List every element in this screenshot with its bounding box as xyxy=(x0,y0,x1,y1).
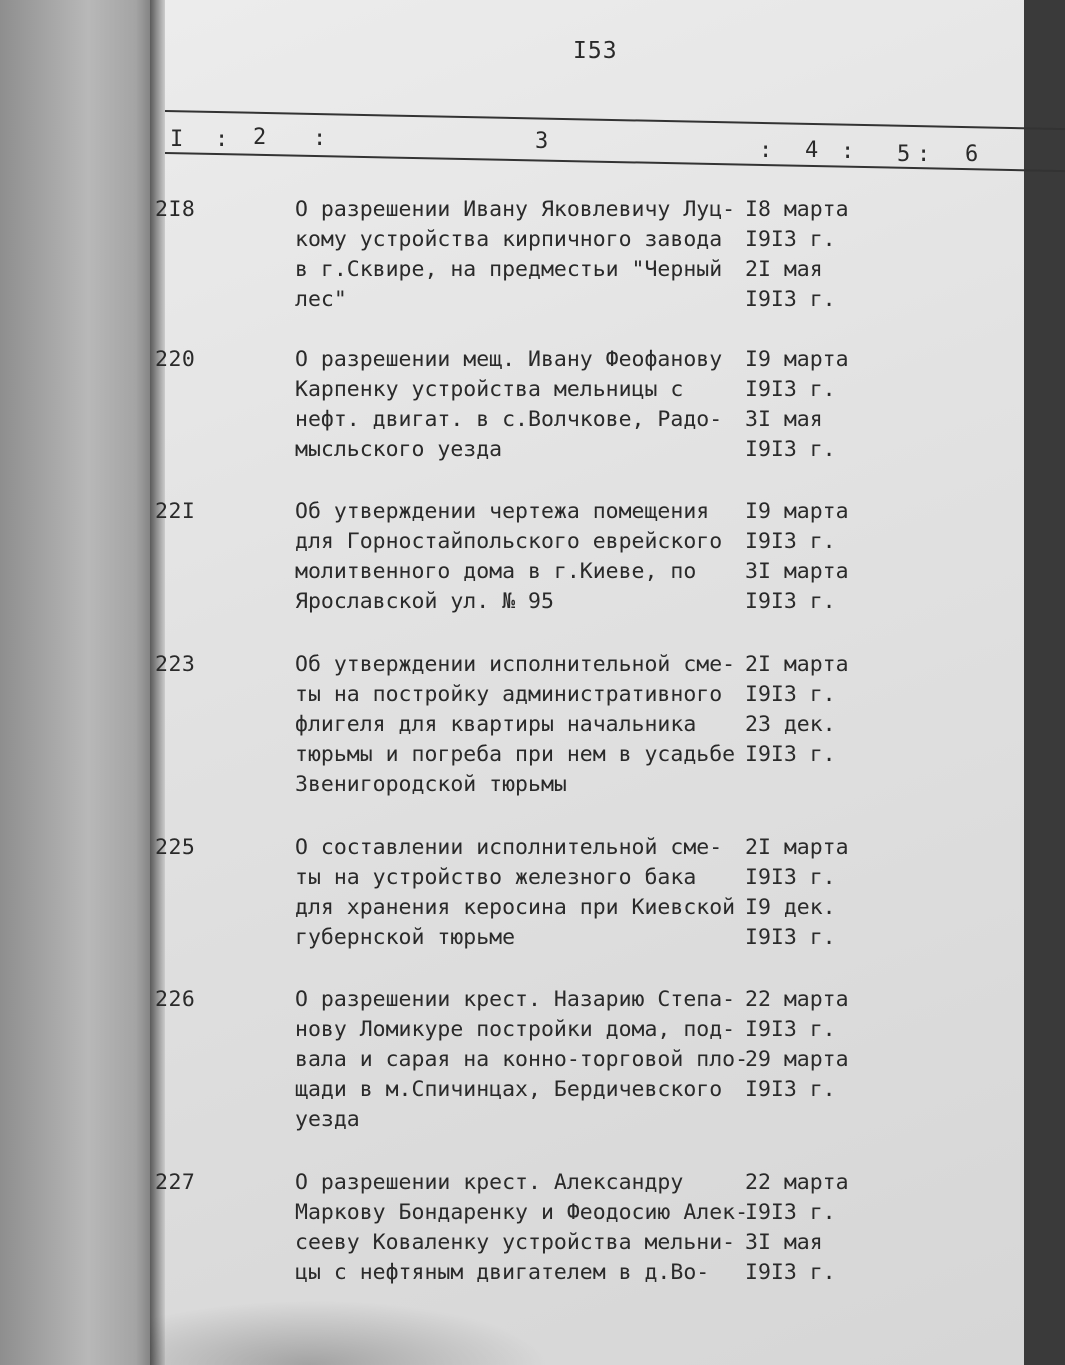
entry-dates: 2I марта I9I3 г. 23 дек. I9I3 г. xyxy=(745,652,849,767)
column-divider: : xyxy=(759,138,773,163)
column-header-2: 2 xyxy=(253,125,267,150)
entry-dates: 22 марта I9I3 г. 3I мая I9I3 г. xyxy=(745,1170,849,1285)
column-divider: : xyxy=(215,127,229,152)
entry-description: О разрешении крест. Назарию Степа- нову Ломикуре постройки дома, под- вала и сарая на конно-торговой пло- щади в м.Спичинцах, Бердичевского уезда xyxy=(295,987,749,1132)
entry-number: 22I xyxy=(155,499,196,524)
page-shadow xyxy=(150,1300,550,1365)
page-number: I53 xyxy=(573,38,618,64)
entry-dates: I9 марта I9I3 г. 3I марта I9I3 г. xyxy=(745,499,849,614)
entry-number: 225 xyxy=(155,835,196,860)
entry-description: О разрешении Ивану Яковлевичу Луц- кому устройства кирпичного завода в г.Сквире, на предместьи "Черный лес" xyxy=(295,197,736,312)
entry-description: Об утверждении исполнительной сме- ты на постройку административного флигеля для квартиры начальника тюрьмы и погреба при нем в усадьбе Звенигородской тюрьмы xyxy=(295,652,736,797)
entry-number: 227 xyxy=(155,1170,196,1195)
column-header-4: 4 xyxy=(805,138,819,163)
facing-page xyxy=(0,0,160,1365)
column-divider: : xyxy=(917,142,931,167)
entry-description: О разрешении крест. Александру Маркову Бондаренку и Феодосию Алек- сееву Коваленку устройства мельни- цы с нефтяным двигателем в д.Во- xyxy=(295,1170,749,1285)
entry-dates: I8 марта I9I3 г. 2I мая I9I3 г. xyxy=(745,197,849,312)
entry-number: 226 xyxy=(155,987,196,1012)
entry-number: 223 xyxy=(155,652,196,677)
entry-dates: 2I марта I9I3 г. I9 дек. I9I3 г. xyxy=(745,835,849,950)
entry-number: 2I8 xyxy=(155,197,196,222)
column-headers xyxy=(165,0,1024,200)
entry-dates: 22 марта I9I3 г. 29 марта I9I3 г. xyxy=(745,987,849,1102)
document-page xyxy=(155,0,1024,1365)
column-divider: : xyxy=(841,139,855,164)
column-header-3: 3 xyxy=(535,129,549,154)
entry-dates: I9 марта I9I3 г. 3I мая I9I3 г. xyxy=(745,347,849,462)
entry-number: 220 xyxy=(155,347,196,372)
column-header-1: I xyxy=(170,127,184,152)
entry-description: Об утверждении чертежа помещения для Горностайпольского еврейского молитвенного дома в г.Киеве, по Ярославской ул. № 95 xyxy=(295,499,723,614)
column-header-5: 5 xyxy=(897,142,911,167)
column-divider: : xyxy=(313,126,327,151)
entry-description: О составлении исполнительной сме- ты на устройство железного бака для хранения керосина при Киевской губернской тюрьме xyxy=(295,835,736,950)
entry-description: О разрешении мещ. Ивану Феофанову Карпенку устройства мельницы с нефт. двигат. в с.Волчкове, Радо- мысльского уезда xyxy=(295,347,723,462)
column-header-6: 6 xyxy=(965,142,979,167)
